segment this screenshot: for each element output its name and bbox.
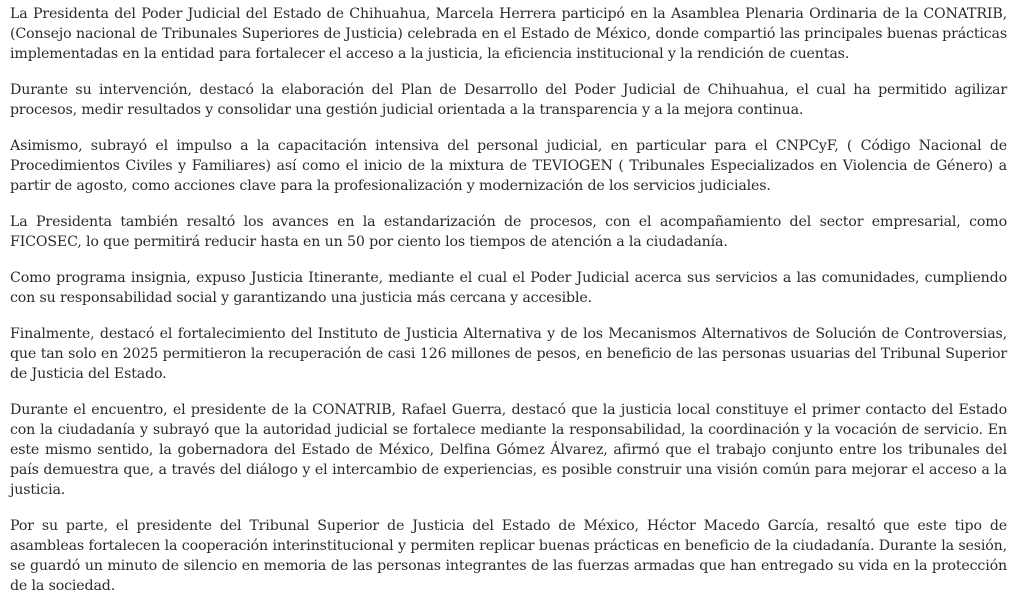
- article-paragraph: Por su parte, el presidente del Tribunal Superior de Justicia del Estado de México, Héctor Macedo García, resaltó que este tipo de asambleas fortalecen la cooperación interinstitucional y permiten replicar buenas prácticas en beneficio de la ciudadanía. Durante la sesión, se guardó un minuto de silencio en memoria de las personas integrantes de las fuerzas armadas que han entregado su vida en la protección de la sociedad.: [10, 518, 1007, 594]
- article-paragraph: La Presidenta del Poder Judicial del Estado de Chihuahua, Marcela Herrera participó en la Asamblea Plenaria Ordinaria de la CONATRIB, (Consejo nacional de Tribunales Superiores de Justicia) celebrada en el Estado de México, donde compartió las principales buenas prácticas implementadas en la entidad para fortalecer el acceso a la justicia, la eficiencia institucional y la rendición de cuentas.: [10, 6, 1007, 62]
- article-paragraph: Durante el encuentro, el presidente de la CONATRIB, Rafael Guerra, destacó que la justicia local constituye el primer contacto del Estado con la ciudadanía y subrayó que la autoridad judicial se fortalece mediante la responsabilidad, la coordinación y la vocación de servicio. En este mismo sentido, la gobernadora del Estado de México, Delfina Gómez Álvarez, afirmó que el trabajo conjunto entre los tribunales del país demuestra que, a través del diálogo y el intercambio de experiencias, es posible construir una visión común para mejorar el acceso a la justicia.: [10, 402, 1007, 498]
- article-body: [10, 4, 1007, 596]
- article-paragraph: Asimismo, subrayó el impulso a la capacitación intensiva del personal judicial, en particular para el CNPCyF, ( Código Nacional de Procedimientos Civiles y Familiares) así como el inicio de la mixtura de TEVIOGEN ( Tribunales Especializados en Violencia de Género) a partir de agosto, como acciones clave para la profesionalización y modernización de los servicios judiciales.: [10, 138, 1007, 194]
- article-paragraph: La Presidenta también resaltó los avances en la estandarización de procesos, con el acompañamiento del sector empresarial, como FICOSEC, lo que permitirá reducir hasta en un 50 por ciento los tiempos de atención a la ciudadanía.: [10, 214, 1007, 250]
- article-paragraph: Como programa insignia, expuso Justicia Itinerante, mediante el cual el Poder Judicial acerca sus servicios a las comunidades, cumpliendo con su responsabilidad social y garantizando una justicia más cercana y accesible.: [10, 270, 1007, 306]
- article-paragraph: Durante su intervención, destacó la elaboración del Plan de Desarrollo del Poder Judicial de Chihuahua, el cual ha permitido agilizar procesos, medir resultados y consolidar una gestión judicial orientada a la transparencia y a la mejora continua.: [10, 82, 1007, 118]
- article-paragraph: Finalmente, destacó el fortalecimiento del Instituto de Justicia Alternativa y de los Mecanismos Alternativos de Solución de Controversias, que tan solo en 2025 permitieron la recuperación de casi 126 millones de pesos, en beneficio de las personas usuarias del Tribunal Superior de Justicia del Estado.: [10, 326, 1007, 382]
